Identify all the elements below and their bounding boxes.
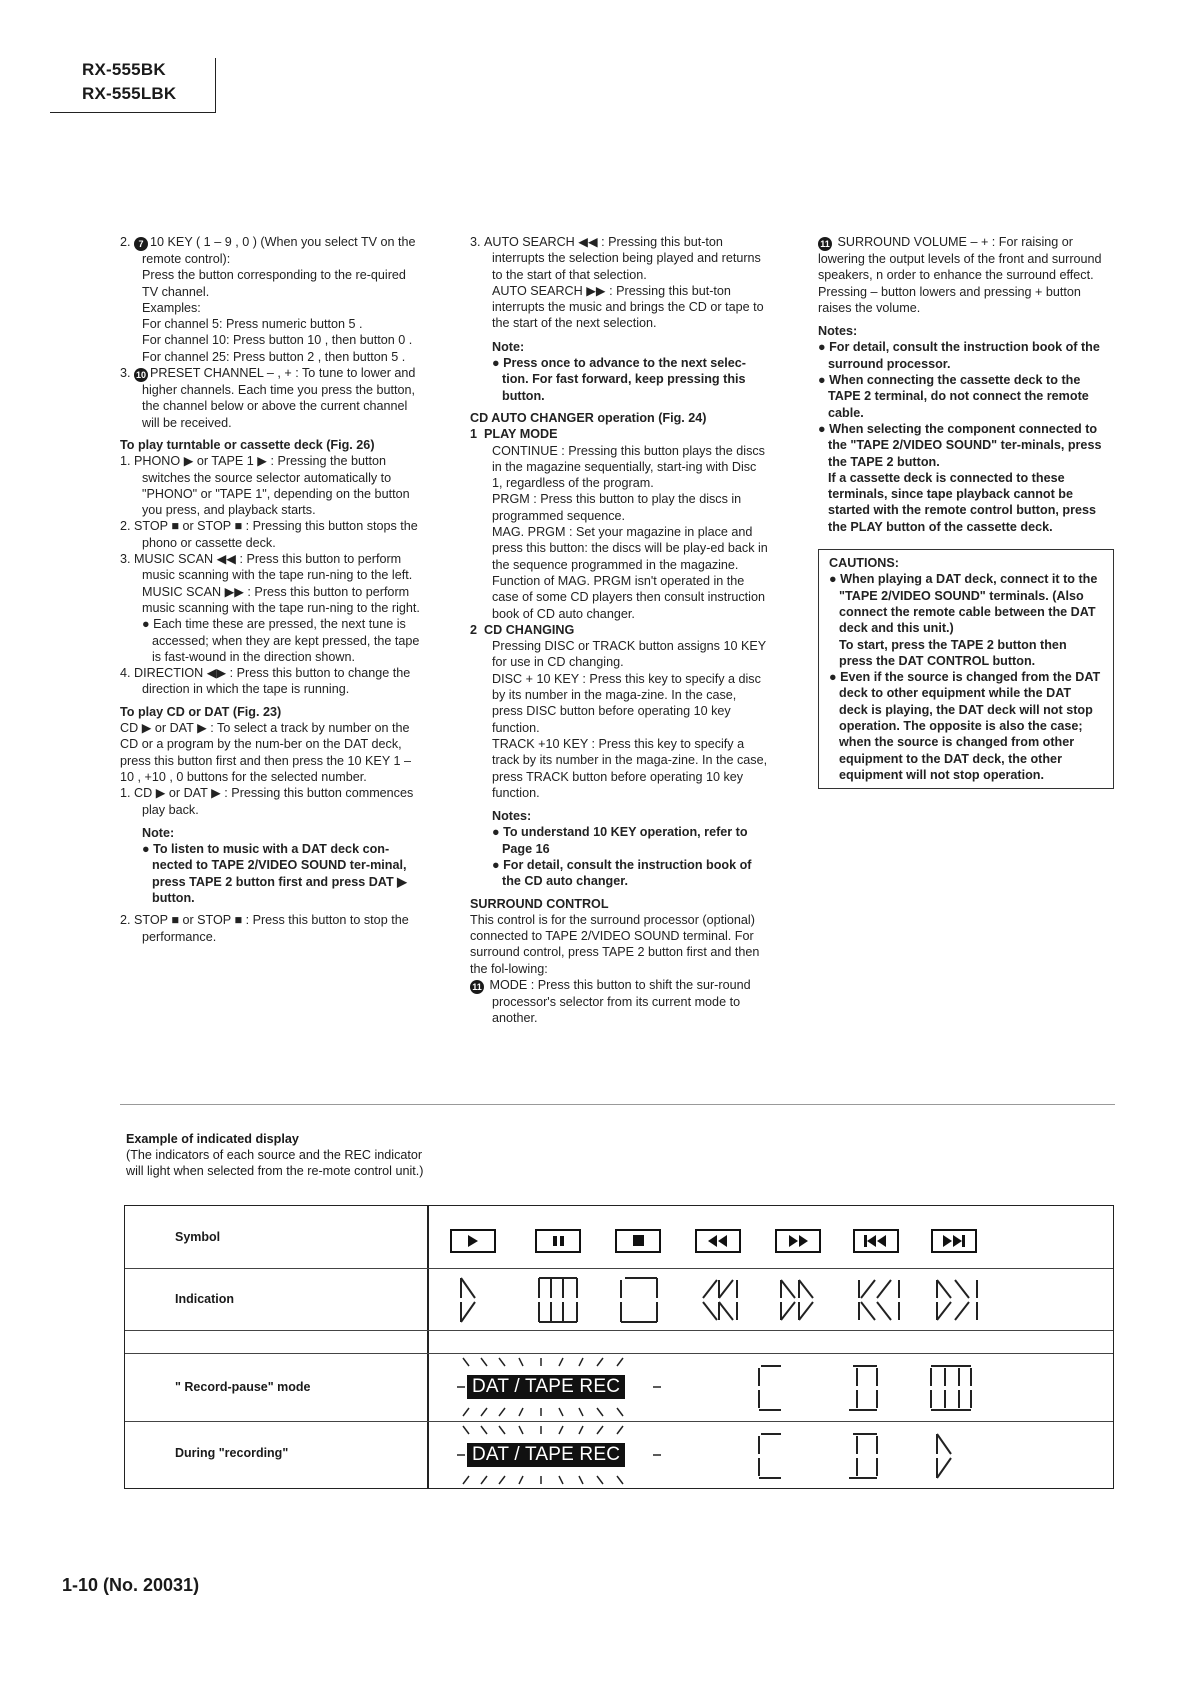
rec-indicator-badge-2: DAT / TAPE REC	[467, 1443, 625, 1467]
item-direction: 4. DIRECTION ◀▶ : Press this button to change the direction in which the tape is running.	[120, 666, 411, 697]
example-channel-25: For channel 25: Press button 2 , then button 5 .	[142, 349, 406, 364]
item-music-scan-right: MUSIC SCAN ▶▶ : Press this button to perform music scanning with the tape run-ning to the right.	[142, 584, 420, 615]
caution-dat-connect: ● When playing a DAT deck, connect it to the "TAPE 2/VIDEO SOUND" terminals. (Also connect the remote cable between the DAT deck and this unit.)	[829, 572, 1098, 636]
cautions-box	[818, 549, 1114, 789]
item-10-key-desc: Press the button corresponding to the re-quired TV channel.	[142, 268, 406, 299]
cd-changing-heading: 2 CD CHANGING	[470, 622, 575, 637]
example-channel-10: For channel 10: Press button 10 , then button 0 .	[142, 333, 413, 348]
heading-cd-dat: To play CD or DAT (Fig. 23)	[120, 704, 282, 719]
mag-prgm-function: Function of MAG. PRGM isn't operated in the case of some CD players then consult instruction book of CD auto changer.	[492, 573, 765, 621]
item-cd-stop: 2. STOP ■ or STOP ■ : Press this button to stop the performance.	[120, 913, 409, 944]
rec-pause-segment-3	[925, 1362, 975, 1414]
table-line	[125, 1330, 1113, 1331]
rec-pause-segment-2	[843, 1362, 883, 1414]
model-header-box	[50, 58, 216, 113]
notes-label: Notes:	[492, 809, 532, 824]
examples-label: Examples:	[142, 300, 201, 315]
note-dat-bullet: ● To listen to music with a DAT deck con-nected to TAPE 2/VIDEO SOUND ter-minal, press TAPE 2 button first and press DAT ▶ button.	[142, 842, 407, 905]
continue-desc: CONTINUE : Pressing this button plays the discs in the magazine sequentially, start-ing with Disc 1, regardless of the program.	[492, 443, 765, 491]
item-music-scan-left: 3. MUSIC SCAN ◀◀ : Press this button to perform music scanning with the tape run-ning to the left.	[120, 552, 413, 583]
play-indication-icon	[455, 1274, 495, 1326]
pause-symbol-icon	[535, 1229, 581, 1253]
example-title: Example of indicated display	[126, 1132, 299, 1146]
skip-forward-symbol-icon	[931, 1229, 977, 1253]
disc-key-desc: DISC + 10 KEY : Press this key to specify a disc by its number in the maga-zine. In the case, press DISC button before operating 10 key function.	[492, 671, 761, 735]
item-preset-channel: 3. 10 PRESET CHANNEL – , + : To tune to lower and higher channels. Each time you press the button, the channel below or above the current channel will be received.	[120, 366, 416, 430]
cd-dat-desc: CD ▶ or DAT ▶ : To select a track by number on the CD or a program by the num-ber on the DAT deck, press this button first and then press the 10 KEY 1 – 10 , +10 , 0 buttons for the selected number.	[120, 721, 411, 784]
caution-dat-start: To start, press the TAPE 2 button then press the DAT CONTROL button.	[839, 637, 1067, 668]
model-number-1: RX-555BK	[82, 60, 166, 79]
rec-indicator-badge: DAT / TAPE REC	[467, 1375, 625, 1399]
recording-segment-1	[751, 1430, 791, 1482]
note-press-once: ● Press once to advance to the next selec-tion. For fast forward, keep pressing this button.	[492, 356, 746, 403]
row-symbol-label: Symbol	[175, 1230, 221, 1244]
cd-changing-desc: Pressing DISC or TRACK button assigns 10 KEY for use in CD changing.	[492, 639, 766, 670]
notes-label-3: Notes:	[818, 324, 858, 339]
table-line	[125, 1421, 1113, 1422]
model-number-2: RX-555LBK	[82, 84, 177, 103]
row-recording-label: During "recording"	[175, 1446, 289, 1460]
table-divider-vertical	[427, 1206, 429, 1488]
column-1	[120, 234, 420, 945]
notes-bullet-1: ● To understand 10 KEY operation, refer to Page 16	[492, 825, 748, 856]
page-footer: 1-10 (No. 20031)	[62, 1575, 200, 1595]
example-text: (The indicators of each source and the REC indicator will light when selected from the re-mote control unit.)	[126, 1148, 424, 1178]
bullet-each-time: ● Each time these are pressed, the next tune is accessed; when they are kept pressed, the tape is fast-wound in the direction shown.	[142, 617, 420, 664]
item-stop: 2. STOP ■ or STOP ■ : Pressing this button stops the phono or cassette deck.	[120, 519, 418, 550]
fast-forward-symbol-icon	[775, 1229, 821, 1253]
stop-symbol-icon	[615, 1229, 661, 1253]
note-label-2: Note:	[492, 339, 525, 354]
mode-desc: 11 MODE : Press this button to shift the sur-round processor's selector from its current mode to another.	[470, 977, 770, 1027]
heading-cd-auto-changer: CD AUTO CHANGER operation (Fig. 24)	[470, 410, 707, 425]
section-divider	[120, 1104, 1115, 1105]
column-2	[470, 234, 770, 1027]
note-label: Note:	[142, 825, 175, 840]
table-line	[125, 1268, 1113, 1269]
example-section	[126, 1131, 436, 1179]
table-line	[125, 1353, 1113, 1354]
indicator-table	[124, 1205, 1114, 1489]
cautions-heading: CAUTIONS:	[829, 556, 899, 571]
note-cassette-play: If a cassette deck is connected to these terminals, since tape playback cannot be started with the remote control button, press the PLAY button of the cassette deck.	[828, 470, 1096, 534]
skip-forward-indication-icon	[931, 1274, 983, 1326]
surround-volume-desc: 11 SURROUND VOLUME – + : For raising or lowering the output levels of the front and surround speakers, n order to enhance the surround effect. Pressing – button lowers and pressing + button raises the volume.	[818, 235, 1102, 315]
skip-back-indication-icon	[853, 1274, 905, 1326]
notes-bullet-2: ● For detail, consult the instruction book of the CD auto changer.	[492, 857, 752, 889]
row-indication-label: Indication	[175, 1292, 235, 1306]
recording-play-segment	[931, 1430, 971, 1482]
rewind-indication-icon	[695, 1274, 745, 1326]
column-3	[818, 234, 1114, 789]
example-channel-5: For channel 5: Press numeric button 5 .	[142, 317, 363, 332]
rewind-symbol-icon	[695, 1229, 741, 1253]
item-10-key: 2. 7 10 KEY ( 1 – 9 , 0 ) (When you select TV on the remote control):	[120, 235, 416, 266]
note-surround-processor: ● For detail, consult the instruction book of the surround processor.	[818, 340, 1100, 371]
item-auto-search-back: 3. AUTO SEARCH ◀◀ : Pressing this but-ton interrupts the selection being played and returns to the start of that selection.	[470, 235, 761, 282]
item-phono-tape1: 1. PHONO ▶ or TAPE 1 ▶ : Pressing the button switches the source selector automatically to "PHONO" or "TAPE 1", depending on the button you press, and playback starts.	[120, 454, 410, 518]
fast-forward-indication-icon	[775, 1274, 825, 1326]
prgm-desc: PRGM : Press this button to play the discs in programmed sequence.	[492, 492, 742, 523]
stop-indication-icon	[615, 1274, 661, 1326]
play-mode-heading: 1 PLAY MODE	[470, 427, 558, 442]
track-key-desc: TRACK +10 KEY : Press this key to specify a track by its number in the maga-zine. In the case, press TRACK button before operating 10 key function.	[492, 736, 768, 800]
surround-control-desc: This control is for the surround processor (optional) connected to TAPE 2/VIDEO SOUND terminal. For surround control, press TAPE 2 button first and then the fol-lowing:	[470, 912, 760, 976]
skip-back-symbol-icon	[853, 1229, 899, 1253]
rec-pause-segment-1	[751, 1362, 791, 1414]
item-auto-search-forward: AUTO SEARCH ▶▶ : Pressing this but-ton interrupts the music and brings the CD or tape to the start of the next selection.	[492, 283, 764, 331]
mag-prgm-desc: MAG. PRGM : Set your magazine in place and press this button: the discs will be play-ed back in the sequence programmed in the magazine.	[492, 525, 768, 572]
recording-segment-2	[843, 1430, 883, 1482]
play-symbol-icon	[450, 1229, 496, 1253]
note-tape2-video: ● When selecting the component connected to the "TAPE 2/VIDEO SOUND" ter-minals, press the TAPE 2 button.	[818, 421, 1102, 469]
note-cassette-tape2: ● When connecting the cassette deck to the TAPE 2 terminal, do not connect the remote cable.	[818, 373, 1089, 420]
heading-turntable: To play turntable or cassette deck (Fig. 26)	[120, 437, 375, 452]
item-cd-play: 1. CD ▶ or DAT ▶ : Pressing this button commences play back.	[120, 786, 414, 817]
pause-indication-icon	[535, 1274, 581, 1326]
row-record-pause-label: " Record-pause" mode	[175, 1380, 311, 1394]
caution-source-change: ● Even if the source is changed from the DAT deck to other equipment while the DAT deck is playing, the DAT deck will not stop operation. The opposite is also the case; when the source is changed from other equipment to the DAT deck, the other equipment will not stop operation.	[829, 670, 1101, 782]
heading-surround-control: SURROUND CONTROL	[470, 896, 609, 911]
